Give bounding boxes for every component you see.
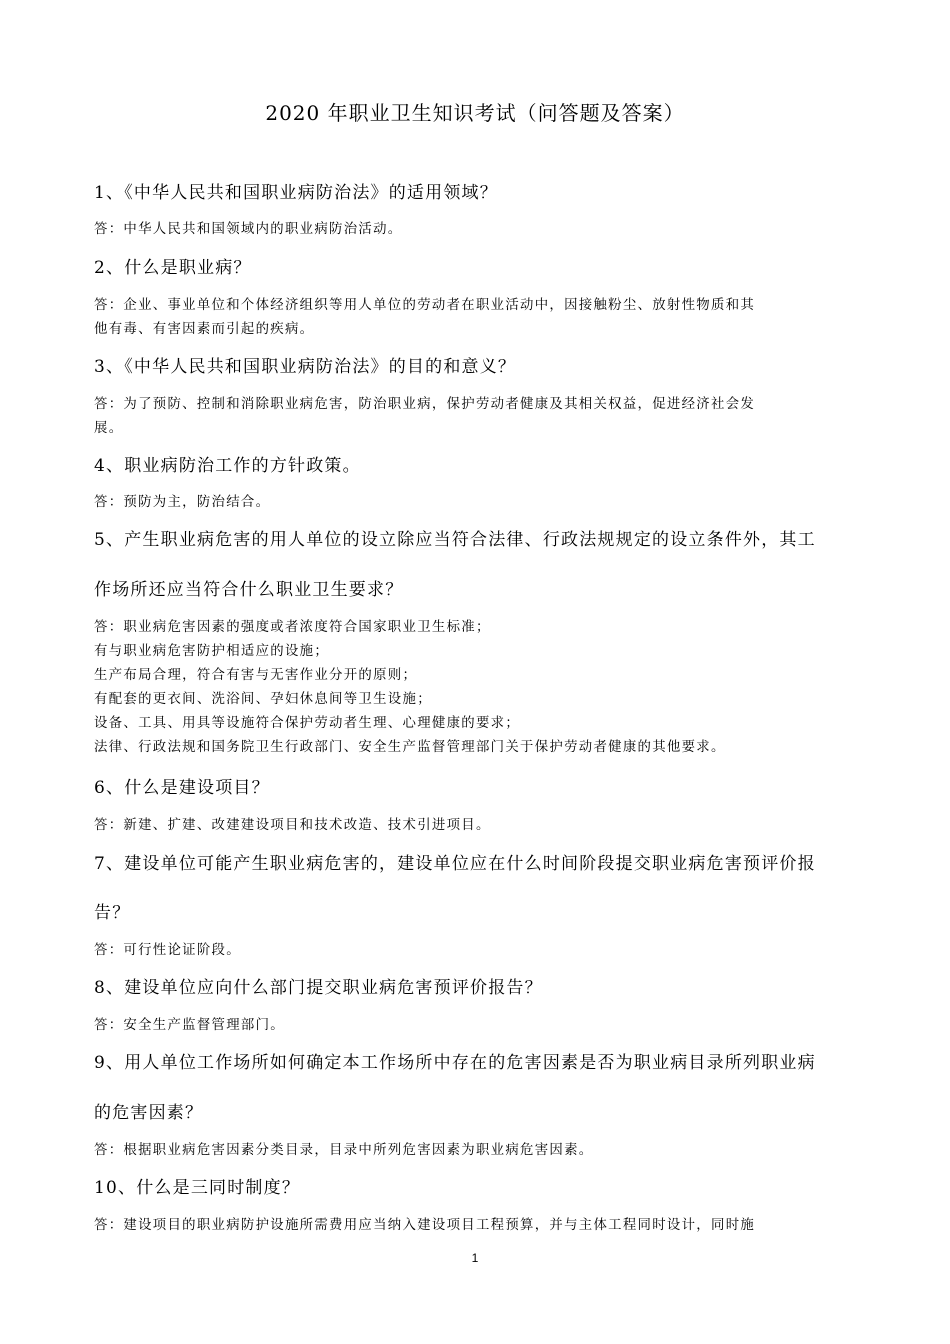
page-number: 1 (471, 1251, 479, 1265)
question-line: 告？ (94, 903, 131, 923)
question-line: 5、产生职业病危害的用人单位的设立除应当符合法律、行政法规规定的设立条件外，其工 (94, 530, 816, 550)
question-line: 8、建设单位应向什么部门提交职业病危害预评价报告？ (94, 978, 543, 998)
answer-line: 答：安全生产监督管理部门。 (94, 1018, 285, 1033)
question-line: 10、什么是三同时制度？ (94, 1178, 301, 1198)
answer-line: 生产布局合理，符合有害与无害作业分开的原则； (94, 668, 418, 683)
answer-line: 答：预防为主，防治结合。 (94, 495, 271, 510)
answer-line: 设备、工具、用具等设施符合保护劳动者生理、心理健康的要求； (94, 716, 521, 731)
answer-line: 答：企业、事业单位和个体经济组织等用人单位的劳动者在职业活动中，因接触粉尘、放射性物质和其 (94, 298, 756, 313)
question-line: 的危害因素？ (94, 1103, 204, 1123)
question-line: 1、《中华人民共和国职业病防治法》的适用领域？ (94, 183, 498, 203)
answer-line: 答：可行性论证阶段。 (94, 943, 241, 958)
question-line: 9、用人单位工作场所如何确定本工作场所中存在的危害因素是否为职业病目录所列职业病 (94, 1053, 816, 1073)
answer-line: 答：为了预防、控制和消除职业病危害，防治职业病，保护劳动者健康及其相关权益，促进经济社会发 (94, 397, 756, 412)
answer-line: 有配套的更衣间、洗浴间、孕妇休息间等卫生设施； (94, 692, 432, 707)
answer-line: 展。 (94, 421, 124, 436)
answer-line: 答：中华人民共和国领域内的职业病防治活动。 (94, 222, 403, 237)
question-line: 6、什么是建设项目？ (94, 778, 270, 798)
question-line: 2、什么是职业病？ (94, 258, 252, 278)
answer-line: 答：新建、扩建、改建建设项目和技术改造、技术引进项目。 (94, 818, 491, 833)
question-line: 3、《中华人民共和国职业病防治法》的目的和意义？ (94, 357, 517, 377)
answer-line: 答：建设项目的职业病防护设施所需费用应当纳入建设项目工程预算，并与主体工程同时设计，同时施 (94, 1218, 756, 1233)
question-line: 7、建设单位可能产生职业病危害的，建设单位应在什么时间阶段提交职业病危害预评价报 (94, 854, 816, 874)
document-title: 2020 年职业卫生知识考试（问答题及答案） (265, 101, 685, 125)
answer-line: 答：职业病危害因素的强度或者浓度符合国家职业卫生标准； (94, 620, 491, 635)
answer-line: 法律、行政法规和国务院卫生行政部门、安全生产监督管理部门关于保护劳动者健康的其他要求。 (94, 740, 726, 755)
question-line: 4、职业病防治工作的方针政策。 (94, 456, 361, 476)
answer-line: 他有毒、有害因素而引起的疾病。 (94, 322, 315, 337)
question-line: 作场所还应当符合什么职业卫生要求？ (94, 580, 404, 600)
answer-line: 答：根据职业病危害因素分类目录，目录中所列危害因素为职业病危害因素。 (94, 1143, 594, 1158)
answer-line: 有与职业病危害防护相适应的设施； (94, 644, 330, 659)
